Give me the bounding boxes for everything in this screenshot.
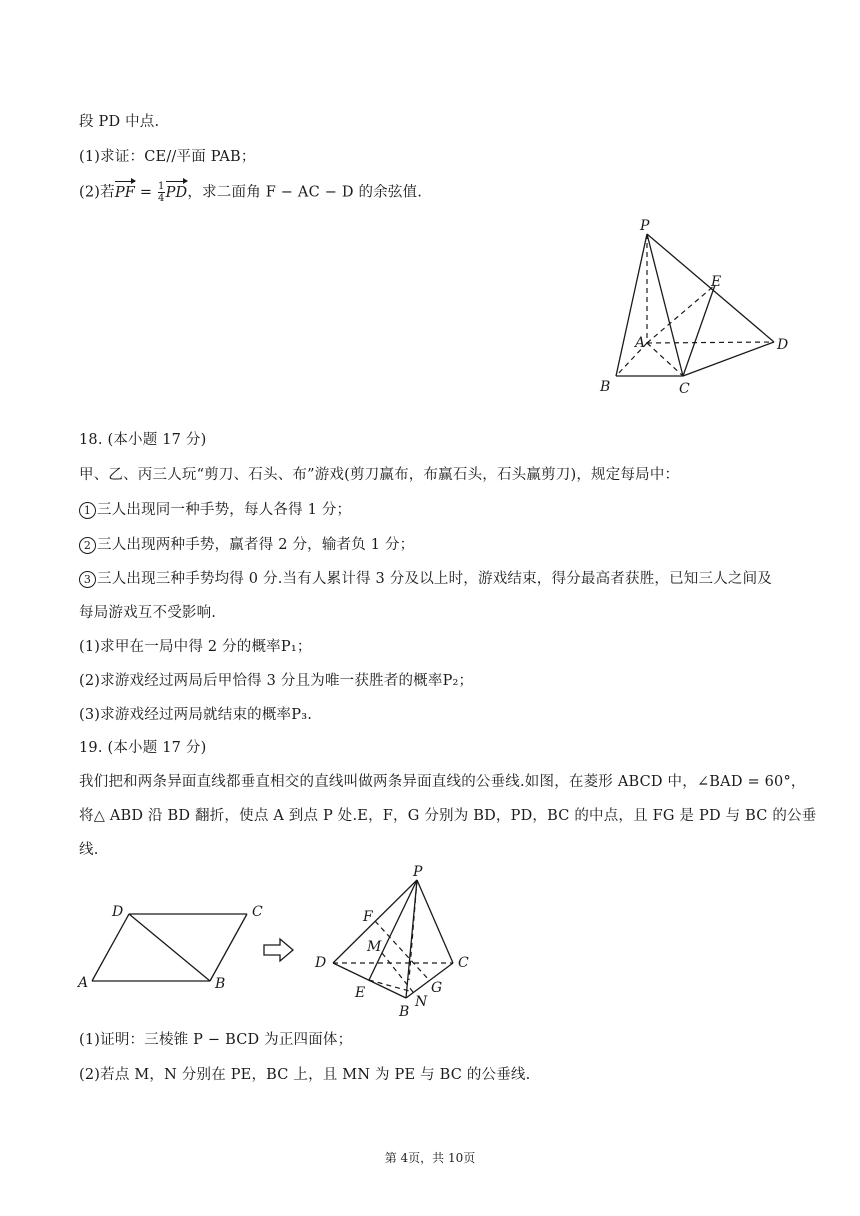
circled-number: 3: [79, 571, 96, 588]
edge-ac-hidden: [647, 343, 683, 376]
tetrahedron-figure: [305, 860, 485, 1020]
edge-da: [92, 914, 129, 981]
p18-rule-3-cont: 每局游戏互不受影响.: [79, 605, 217, 621]
p18-question-2: (2)求游戏经过两局后甲恰得 3 分且为唯一获胜者的概率P₂；: [79, 673, 474, 689]
label-a: A: [635, 335, 646, 351]
edge-pb: [616, 234, 647, 376]
pyramid-figure: [590, 212, 800, 397]
label-b: B: [600, 379, 611, 395]
fraction-denominator: 4: [158, 193, 165, 204]
vector-pf: PF: [114, 184, 136, 201]
p19-body-3: 线.: [79, 842, 99, 858]
label-p: P: [413, 864, 423, 880]
rule-text: 三人出现两种手势，赢者得 2 分，输者负 1 分；: [97, 537, 415, 553]
p17-continuation: 段 PD 中点.: [79, 114, 160, 130]
fraction-one-quarter: [158, 181, 165, 204]
label-d: D: [315, 955, 327, 971]
p18-title: 18. (本小题 17 分): [79, 432, 207, 448]
label-d: D: [112, 904, 124, 920]
p19-question-1: (1)证明：三棱锥 P − BCD 为正四面体；: [79, 1032, 353, 1048]
label-b: B: [399, 1004, 410, 1020]
diagonal-db: [129, 914, 210, 981]
label-p: P: [640, 218, 650, 234]
vector-pd: PD: [165, 184, 188, 201]
label-f: F: [363, 909, 373, 925]
p17-question-1: (1)求证：CE//平面 PAB；: [79, 149, 256, 165]
label-c: C: [679, 381, 690, 397]
label-e: E: [711, 274, 722, 290]
p17-q2-suffix: ，求二面角 F − AC − D 的余弦值.: [187, 184, 423, 201]
fold-arrow-icon: [262, 937, 296, 963]
fraction-numerator: 1: [158, 181, 165, 192]
label-g: G: [431, 980, 443, 996]
p17-q2-prefix: (2)若: [79, 184, 115, 201]
label-e: E: [355, 985, 366, 1001]
page-footer: 第 4页，共 10页: [384, 1151, 476, 1165]
p18-question-3: (3)求游戏经过两局就结束的概率P₃.: [79, 707, 313, 723]
p17-q2-equals: =: [135, 184, 158, 201]
edge-bc: [406, 963, 453, 998]
p18-question-1: (1)求甲在一局中得 2 分的概率P₁；: [79, 639, 312, 655]
label-c: C: [252, 904, 263, 920]
edge-ce: [683, 285, 715, 376]
edge-pc: [647, 234, 683, 376]
p18-rule-3: [79, 569, 772, 589]
label-c: C: [458, 955, 469, 971]
edge-pb: [406, 880, 417, 998]
p18-rule-2: [79, 535, 414, 555]
p19-body-2: 将△ ABD 沿 BD 翻折，使点 A 到点 P 处.E，F，G 分别为 BD，PD，BC 的中点，且 FG 是 PD 与 BC 的公垂: [79, 808, 817, 824]
edge-ad-hidden: [647, 342, 774, 343]
rhombus-figure: [70, 896, 270, 996]
label-a: A: [78, 975, 89, 991]
circled-number: 1: [79, 502, 96, 519]
rule-text: 三人出现三种手势均得 0 分.当有人累计得 3 分及以上时，游戏结束，得分最高者获胜，已知三人之间及: [97, 571, 772, 587]
p19-body-1: 我们把和两条异面直线都垂直相交的直线叫做两条异面直线的公垂线.如图，在菱形 ABCD 中，∠BAD = 60°，: [79, 774, 806, 790]
edge-pc: [417, 880, 453, 963]
edge-bc: [210, 914, 247, 981]
circled-number: 2: [79, 537, 96, 554]
label-m: M: [367, 939, 382, 955]
p17-question-2: [79, 181, 422, 204]
rule-text: 三人出现同一种手势，每人各得 1 分；: [97, 502, 352, 518]
edge-cd: [683, 342, 774, 376]
p18-intro: 甲、乙、丙三人玩“剪刀、石头、布”游戏(剪刀赢布，布赢石头，石头赢剪刀)，规定每局中：: [79, 467, 680, 483]
label-n: N: [415, 994, 428, 1010]
p18-rule-1: [79, 500, 351, 520]
label-b: B: [215, 976, 226, 992]
p19-question-2: (2)若点 M，N 分别在 PE，BC 上，且 MN 为 PE 与 BC 的公垂线.: [79, 1067, 531, 1083]
p19-title: 19. (本小题 17 分): [79, 740, 207, 756]
label-d: D: [777, 337, 789, 353]
